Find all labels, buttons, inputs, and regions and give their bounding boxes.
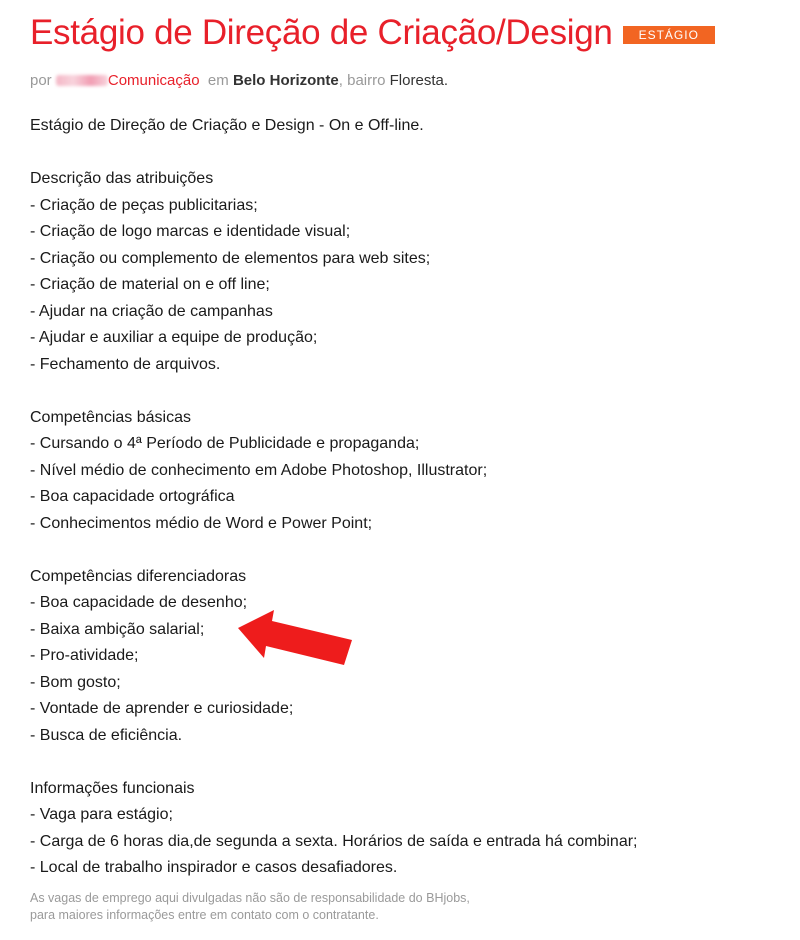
list-item: - Vontade de aprender e curiosidade;: [30, 700, 294, 717]
company-name-redacted: [56, 75, 108, 86]
disclaimer-line-2: para maiores informações entre em contato com o contratante.: [30, 908, 379, 922]
company-link[interactable]: Comunicação: [107, 72, 200, 89]
meta-em: em: [207, 72, 229, 89]
job-type-badge: ESTÁGIO: [623, 26, 715, 44]
disclaimer-line-1: As vagas de emprego aqui divulgadas não são de responsabilidade do BHjobs,: [30, 891, 470, 905]
list-item: - Cursando o 4ª Período de Publicidade e propaganda;: [30, 435, 420, 452]
section-title-diferenciadoras: Competências diferenciadoras: [30, 567, 247, 585]
section-title-funcionais: Informações funcionais: [30, 779, 195, 797]
job-meta: [30, 72, 448, 89]
list-item: - Criação de logo marcas e identidade visual;: [30, 223, 351, 240]
list-item: - Criação de peças publicitarias;: [30, 196, 258, 214]
arrow-shape: [238, 610, 352, 665]
job-title: Estágio de Direção de Criação/Design: [30, 13, 613, 52]
spacer: [30, 378, 637, 405]
list-item: - Vaga para estágio;: [30, 806, 173, 823]
neighborhood-name: Floresta.: [389, 72, 448, 89]
meta-por: por: [30, 72, 52, 89]
section-title-basicas: Competências básicas: [30, 408, 191, 426]
city-name: Belo Horizonte: [232, 72, 339, 89]
section-title-atribuicoes: Descrição das atribuições: [30, 170, 214, 187]
list-item: - Boa capacidade ortográfica: [30, 488, 235, 505]
list-item: - Busca de eficiência.: [30, 726, 183, 744]
spacer: [30, 140, 637, 167]
job-description: [30, 113, 637, 882]
list-item-highlighted: - Baixa ambição salarial;: [30, 620, 205, 638]
list-item: - Carga de 6 horas dia,de segunda a sexta. Horários de saída e entrada há combinar;: [30, 832, 638, 850]
spacer: [30, 749, 637, 776]
list-item: - Pro-atividade;: [30, 647, 139, 664]
list-item: - Nível médio de conhecimento em Adobe Photoshop, Illustrator;: [30, 461, 488, 479]
list-item: - Criação ou complemento de elementos para web sites;: [30, 249, 431, 267]
list-item: - Criação de material on e off line;: [30, 276, 270, 293]
job-intro: Estágio de Direção de Criação e Design - On e Off-line.: [30, 117, 424, 134]
list-item: - Bom gosto;: [30, 673, 121, 691]
red-arrow-icon: [236, 608, 356, 668]
spacer: [30, 537, 637, 564]
list-item: - Local de trabalho inspirador e casos desafiadores.: [30, 859, 398, 876]
list-item: - Fechamento de arquivos.: [30, 355, 221, 373]
list-item: - Ajudar e auxiliar a equipe de produção;: [30, 329, 318, 346]
list-item: - Boa capacidade de desenho;: [30, 594, 248, 611]
job-header: [30, 10, 715, 56]
list-item: - Ajudar na criação de campanhas: [30, 302, 273, 320]
list-item: - Conhecimentos médio de Word e Power Point;: [30, 514, 373, 532]
meta-bairro-label: , bairro: [338, 72, 386, 89]
disclaimer: [30, 890, 470, 924]
